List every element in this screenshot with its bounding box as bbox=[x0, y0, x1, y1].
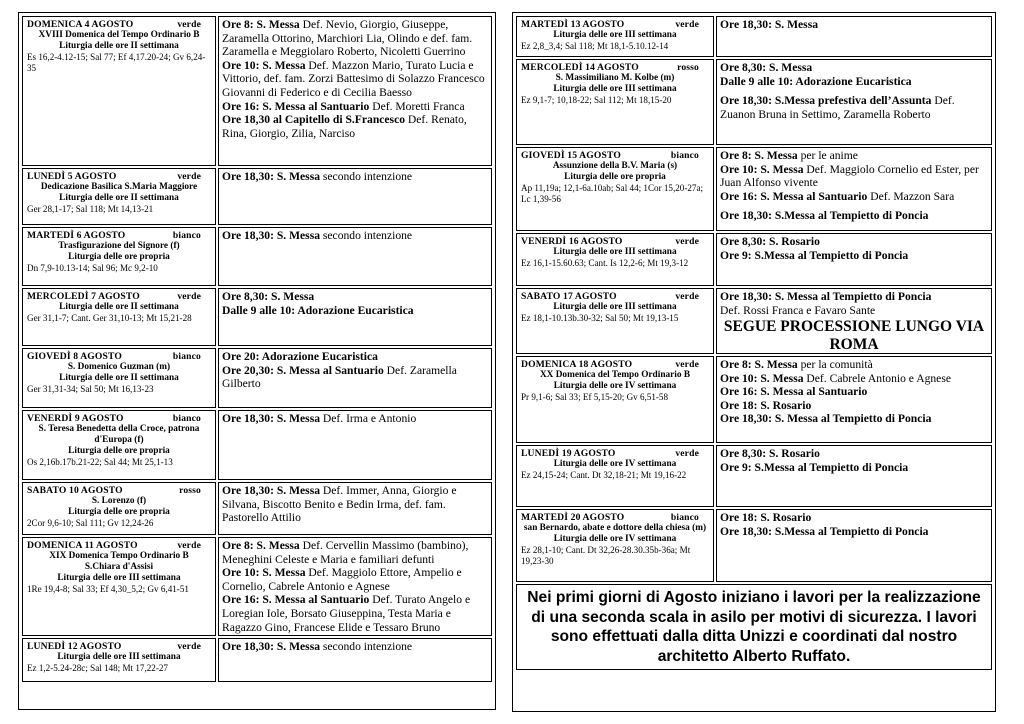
day-header bbox=[27, 19, 211, 30]
mass-entry bbox=[720, 447, 988, 461]
mass-intention: Def. Rossi Franca e Favaro Sante bbox=[720, 303, 876, 317]
day-header bbox=[27, 171, 211, 182]
day-header bbox=[521, 236, 709, 247]
mass-cell bbox=[218, 410, 492, 480]
mass-time: Ore 10: S. Messa bbox=[720, 162, 804, 176]
liturgy-line: Liturgia delle ore II settimana bbox=[59, 193, 179, 203]
day-name: DOMENICA 11 AGOSTO bbox=[27, 540, 138, 551]
readings: Ez 2,8_3,4; Sal 118; Mt 18,1-5.10.12-14 bbox=[521, 41, 669, 51]
mass-cell bbox=[716, 356, 992, 443]
mass-intention: Def. Cervellin Massimo (bambino), Meneghini Celeste e Maria e familiari defunti bbox=[222, 539, 469, 566]
mass-entry bbox=[720, 399, 988, 413]
mass-entry bbox=[222, 304, 488, 318]
day-name: MARTEDÌ 6 AGOSTO bbox=[27, 230, 126, 241]
mass-entry bbox=[222, 350, 488, 364]
liturgical-color: verde bbox=[675, 359, 699, 370]
mass-cell bbox=[218, 168, 492, 225]
mass-time: Ore 10: S. Messa bbox=[222, 58, 306, 72]
day-row bbox=[516, 509, 992, 582]
mass-time: Ore 18,30: S. Messa bbox=[720, 18, 818, 31]
liturgy-line: Assunzione della B.V. Maria (s) bbox=[552, 161, 678, 171]
mass-intention: secondo intenzione bbox=[320, 229, 413, 242]
liturgy-line: Liturgia delle ore III settimana bbox=[57, 652, 181, 662]
liturgy-line: Liturgia delle ore II settimana bbox=[59, 41, 179, 51]
day-row bbox=[516, 59, 992, 145]
mass-entry bbox=[720, 461, 988, 475]
mass-entry bbox=[720, 412, 988, 426]
readings: Ez 16,1-15.60.63; Cant. Is 12,2-6; Mt 19,3-12 bbox=[521, 258, 689, 268]
mass-time: Ore 16: S. Messa al Santuario bbox=[720, 385, 868, 399]
day-row bbox=[22, 227, 492, 286]
day-name: VENERDÌ 16 AGOSTO bbox=[521, 236, 623, 247]
liturgical-color: bianco bbox=[670, 512, 699, 523]
liturgical-color: verde bbox=[177, 540, 201, 551]
readings: Ap 11,19a; 12,1-6a.10ab; Sal 44; 1Cor 15,20-27a; Lc 1,39-56 bbox=[521, 183, 704, 204]
liturgy-line: XVIII Domenica del Tempo Ordinario B bbox=[38, 30, 200, 40]
mass-entry bbox=[222, 100, 488, 114]
liturgy-line: Dedicazione Basilica S.Maria Maggiore bbox=[40, 182, 198, 192]
day-cell bbox=[516, 445, 714, 507]
mass-entry bbox=[222, 566, 488, 593]
readings: Es 16,2-4.12-15; Sal 77; Ef 4,17.20-24; Gv 6,24-35 bbox=[27, 52, 206, 73]
liturgy-line: Liturgia delle ore II settimana bbox=[59, 302, 179, 312]
mass-time: Ore 8,30: S. Rosario bbox=[720, 235, 820, 248]
day-row bbox=[516, 16, 992, 57]
day-cell bbox=[516, 233, 714, 286]
mass-time: Ore 18: S. Rosario bbox=[720, 511, 812, 524]
mass-time: Ore 16: S. Messa al Santuario bbox=[720, 189, 868, 203]
day-row bbox=[516, 147, 992, 231]
day-row bbox=[516, 445, 992, 507]
day-row bbox=[22, 482, 492, 535]
liturgy-line: S. Massimiliano M. Kolbe (m) bbox=[555, 73, 675, 83]
mass-intention: Def. Nevio, Giorgio, Giuseppe, Zaramella Ottorino, Marchiori Lia, Olindo e def. fam. Zaramella e Meggiolaro Roberto, Nicoletti Guerrino bbox=[222, 18, 473, 59]
mass-entry bbox=[720, 249, 988, 263]
readings: 2Cor 9,6-10; Sal 111; Gv 12,24-26 bbox=[27, 518, 154, 528]
day-name: MARTEDÌ 13 AGOSTO bbox=[521, 19, 625, 30]
liturgy-line: Liturgia delle ore III settimana bbox=[57, 573, 181, 583]
liturgy-line: S.Chiara d'Assisi bbox=[84, 562, 154, 572]
liturgical-color: verde bbox=[675, 19, 699, 30]
mass-cell bbox=[716, 16, 992, 57]
mass-intention: secondo intenzione bbox=[320, 170, 413, 183]
liturgical-color: verde bbox=[177, 641, 201, 652]
liturgy-line: Liturgia delle ore propria bbox=[68, 446, 170, 456]
day-name: VENERDÌ 9 AGOSTO bbox=[27, 413, 124, 424]
notice-text: Nei primi giorni di Agosto iniziano i lavori per la realizzazione di una seconda scala in asilo per motivi di sicurezza. I lavori sono effettuati dalla ditta Unizzi e coordinati dal nostro architetto Alberto Ruffato. bbox=[527, 589, 981, 665]
mass-entry bbox=[222, 364, 488, 391]
day-name: LUNEDÌ 12 AGOSTO bbox=[27, 641, 122, 652]
mass-entry bbox=[720, 358, 988, 372]
day-row bbox=[22, 537, 492, 636]
mass-time: Ore 9: S.Messa al Tempietto di Poncia bbox=[720, 460, 909, 474]
mass-time: Ore 18,30: S. Messa bbox=[222, 412, 320, 425]
liturgy-line: Liturgia delle ore III settimana bbox=[553, 30, 677, 40]
readings: Ger 31,31-34; Sal 50; Mt 16,13-23 bbox=[27, 384, 154, 394]
mass-time: Ore 16: S. Messa al Santuario bbox=[222, 593, 370, 607]
mass-time: Ore 18,30: S. Messa bbox=[222, 484, 320, 497]
day-header bbox=[521, 62, 709, 73]
day-cell bbox=[22, 288, 216, 346]
mass-intention: Def. Cabrele Antonio e Agnese bbox=[803, 371, 951, 385]
mass-entry bbox=[720, 75, 988, 89]
liturgy-line: Liturgia delle ore IV settimana bbox=[553, 459, 677, 469]
mass-intention: Def. Turato Angelo e Loregian Iole, Borsato Giuseppina, Testa Maria e Ragazzo Gino, Francese Elide e Tessaro Bruno bbox=[222, 593, 471, 634]
day-header bbox=[27, 230, 211, 241]
mass-entry bbox=[720, 203, 988, 223]
day-name: SABATO 10 AGOSTO bbox=[27, 485, 123, 496]
mass-entry bbox=[720, 290, 988, 304]
day-row bbox=[22, 168, 492, 225]
day-cell bbox=[22, 537, 216, 636]
day-header bbox=[521, 150, 709, 161]
day-cell bbox=[22, 638, 216, 682]
day-header bbox=[27, 485, 211, 496]
mass-entry bbox=[222, 484, 488, 525]
day-cell bbox=[22, 227, 216, 286]
mass-time: Ore 8: S. Messa bbox=[222, 539, 300, 552]
day-name: GIOVEDÌ 8 AGOSTO bbox=[27, 351, 122, 362]
mass-intention: Def. Zuanon Bruna in Settimo, Zaramella Roberto bbox=[720, 94, 955, 121]
day-name: SABATO 17 AGOSTO bbox=[521, 291, 617, 302]
mass-time: Ore 10: S. Messa bbox=[720, 371, 804, 385]
mass-intention: Def. Maggiolo Cornelio ed Ester, per Juan Alfonso vivente bbox=[720, 162, 979, 190]
liturgy-line: Liturgia delle ore IV settimana bbox=[553, 534, 677, 544]
mass-time: Dalle 9 alle 10: Adorazione Eucaristica bbox=[720, 74, 912, 88]
day-cell bbox=[22, 348, 216, 408]
liturgical-color: bianco bbox=[172, 413, 201, 424]
liturgy-line: san Bernardo, abate e dottore della chiesa (m) bbox=[523, 523, 707, 533]
mass-cell bbox=[218, 537, 492, 636]
mass-cell bbox=[218, 638, 492, 682]
mass-intention: Def. Moretti Franca bbox=[369, 99, 465, 113]
mass-time: Ore 20,30: S. Messa al Santuario bbox=[222, 363, 384, 377]
readings: Pr 9,1-6; Sal 33; Ef 5,15-20; Gv 6,51-58 bbox=[521, 392, 669, 402]
liturgy-line: Liturgia delle ore III settimana bbox=[553, 84, 677, 94]
day-row bbox=[516, 356, 992, 443]
liturgy-line: Liturgia delle ore III settimana bbox=[553, 247, 677, 257]
mass-entry bbox=[222, 18, 488, 59]
mass-cell bbox=[716, 288, 992, 354]
mass-entry bbox=[222, 59, 488, 100]
readings: 1Re 19,4-8; Sal 33; Ef 4,30_5,2; Gv 6,41-51 bbox=[27, 584, 189, 594]
day-cell bbox=[516, 147, 714, 231]
mass-cell bbox=[218, 227, 492, 286]
day-header bbox=[521, 19, 709, 30]
liturgical-color: verde bbox=[177, 19, 201, 30]
mass-time: Ore 18,30: S. Messa al Tempietto di Poncia bbox=[720, 412, 932, 426]
readings: Ez 24,15-24; Cant. Dt 32,18-21; Mt 19,16-22 bbox=[521, 470, 687, 480]
liturgical-color: verde bbox=[675, 291, 699, 302]
mass-time: Ore 8: S. Messa bbox=[720, 149, 798, 162]
liturgy-line: Liturgia delle ore II settimana bbox=[59, 373, 179, 383]
liturgical-color: verde bbox=[675, 448, 699, 459]
mass-time: Ore 16: S. Messa al Santuario bbox=[222, 99, 370, 113]
day-name: DOMENICA 4 AGOSTO bbox=[27, 19, 134, 30]
day-cell bbox=[516, 59, 714, 145]
day-cell bbox=[516, 16, 714, 57]
liturgy-line: S. Domenico Guzman (m) bbox=[67, 362, 171, 372]
mass-time: Dalle 9 alle 10: Adorazione Eucaristica bbox=[222, 303, 414, 317]
mass-time: Ore 18,30: S. Messa bbox=[222, 229, 320, 242]
mass-time: Ore 18,30: S.Messa al Tempietto di Poncia bbox=[720, 524, 929, 538]
day-name: LUNEDÌ 19 AGOSTO bbox=[521, 448, 616, 459]
day-header bbox=[27, 540, 211, 551]
mass-intention: Def. Immer, Anna, Giorgio e Silvana, Biscotto Benito e Bedin Irma, def. fam. Pastorello Attilio bbox=[222, 484, 457, 525]
liturgy-line: Liturgia delle ore propria bbox=[68, 252, 170, 262]
mass-cell bbox=[218, 482, 492, 535]
mass-cell bbox=[218, 16, 492, 166]
day-header bbox=[521, 291, 709, 302]
day-row bbox=[516, 233, 992, 286]
liturgical-color: bianco bbox=[670, 150, 699, 161]
day-row bbox=[22, 410, 492, 480]
readings: Ger 31,1-7; Cant. Ger 31,10-13; Mt 15,21-28 bbox=[27, 313, 192, 323]
mass-entry bbox=[720, 304, 988, 318]
mass-time: Ore 8: S. Messa bbox=[222, 18, 300, 31]
liturgy-line: Liturgia delle ore III settimana bbox=[553, 302, 677, 312]
liturgical-color: verde bbox=[177, 291, 201, 302]
day-row bbox=[22, 16, 492, 166]
day-header bbox=[27, 641, 211, 652]
liturgical-color: verde bbox=[675, 236, 699, 247]
mass-intention: Def. Mazzon Sara bbox=[867, 189, 955, 203]
day-cell bbox=[516, 509, 714, 582]
liturgy-line: XX Domenica del Tempo Ordinario B bbox=[539, 370, 691, 380]
mass-time: Ore 8,30: S. Rosario bbox=[720, 447, 820, 460]
day-cell bbox=[22, 16, 216, 166]
readings: Ez 28,1-10; Cant. Dt 32,26-28.30.35b-36a; Mt 19,23-30 bbox=[521, 545, 691, 566]
mass-cell bbox=[716, 147, 992, 231]
mass-time: Ore 8,30: S. Messa bbox=[222, 290, 315, 303]
mass-entry bbox=[720, 18, 988, 32]
day-header bbox=[521, 359, 709, 370]
mass-entry bbox=[222, 229, 488, 243]
day-header bbox=[27, 413, 211, 424]
mass-cell bbox=[218, 288, 492, 346]
readings: Dn 7,9-10.13-14; Sal 96; Mc 9,2-10 bbox=[27, 263, 158, 273]
liturgy-line: S. Lorenzo (f) bbox=[91, 496, 147, 506]
mass-intention: Def. Irma e Antonio bbox=[320, 412, 417, 425]
mass-entry bbox=[222, 640, 488, 654]
mass-entry bbox=[720, 61, 988, 75]
mass-intention: Def. Maggiolo Ettore, Ampelio e Cornelio, Cabrele Antonio e Agnese bbox=[222, 566, 462, 593]
day-header bbox=[27, 351, 211, 362]
day-cell bbox=[516, 288, 714, 354]
mass-entry bbox=[222, 113, 488, 140]
mass-cell bbox=[716, 509, 992, 582]
mass-intention: Def. Zaramella Gilberto bbox=[222, 363, 457, 391]
mass-time: Ore 18,30: S. Messa al Tempietto di Poncia bbox=[720, 290, 932, 303]
readings: Ez 9,1-7; 10,18-22; Sal 112; Mt 18,15-20 bbox=[521, 95, 672, 105]
mass-entry bbox=[720, 525, 988, 539]
liturgical-color: verde bbox=[177, 171, 201, 182]
mass-entry bbox=[222, 593, 488, 634]
mass-cell bbox=[716, 59, 992, 145]
procession-announcement: SEGUE PROCESSIONE LUNGO VIA ROMA bbox=[723, 318, 985, 354]
mass-time: Ore 8: S. Messa bbox=[720, 358, 798, 371]
mass-entry bbox=[222, 412, 488, 426]
liturgical-color: rosso bbox=[677, 62, 699, 73]
left-column bbox=[18, 12, 496, 710]
right-column bbox=[512, 12, 996, 712]
mass-entry bbox=[720, 88, 988, 121]
mass-time: Ore 18,30: S.Messa prefestiva dell’Assunta bbox=[720, 94, 932, 108]
mass-time: Ore 8,30: S. Messa bbox=[720, 61, 813, 74]
liturgical-color: bianco bbox=[172, 230, 201, 241]
day-row bbox=[22, 638, 492, 682]
mass-time: Ore 18,30: S.Messa al Tempietto di Poncia bbox=[720, 209, 929, 223]
mass-entry bbox=[720, 385, 988, 399]
readings: Ger 28,1-17; Sal 118; Mt 14,13-21 bbox=[27, 204, 154, 214]
liturgy-line: Trasfigurazione del Signore (f) bbox=[58, 241, 180, 251]
liturgy-line: S. Teresa Benedetta della Croce, patrona d'Europa (f) bbox=[38, 424, 200, 445]
day-name: GIOVEDÌ 15 AGOSTO bbox=[521, 150, 621, 161]
day-name: DOMENICA 18 AGOSTO bbox=[521, 359, 633, 370]
mass-time: Ore 20: Adorazione Eucaristica bbox=[222, 350, 378, 363]
mass-intention: Def. Renato, Rina, Giorgio, Zilia, Narciso bbox=[222, 113, 467, 140]
mass-time: Ore 18,30: S. Messa bbox=[222, 640, 320, 653]
liturgy-line: Liturgia delle ore propria bbox=[564, 172, 666, 182]
mass-entry bbox=[720, 511, 988, 525]
liturgy-line: XIX Domenica Tempo Ordinario B bbox=[49, 551, 189, 561]
day-row bbox=[22, 288, 492, 346]
mass-entry bbox=[720, 149, 988, 163]
mass-cell bbox=[716, 233, 992, 286]
readings: Ez 1,2-5.24-28c; Sal 148; Mt 17,22-27 bbox=[27, 663, 168, 673]
mass-entry bbox=[222, 170, 488, 184]
day-cell bbox=[516, 356, 714, 443]
mass-entry bbox=[720, 190, 988, 204]
liturgical-color: rosso bbox=[179, 485, 201, 496]
day-name: MERCOLEDÌ 14 AGOSTO bbox=[521, 62, 639, 73]
day-name: MARTEDÌ 20 AGOSTO bbox=[521, 512, 625, 523]
mass-time: Ore 9: S.Messa al Tempietto di Poncia bbox=[720, 248, 909, 262]
day-cell bbox=[22, 482, 216, 535]
liturgy-line: Liturgia delle ore propria bbox=[68, 507, 170, 517]
mass-time: Ore 10: S. Messa bbox=[222, 566, 306, 580]
mass-entry bbox=[720, 372, 988, 386]
day-row bbox=[516, 288, 992, 354]
mass-time: Ore 18: S. Rosario bbox=[720, 398, 812, 412]
liturgy-line: Liturgia delle ore IV settimana bbox=[553, 381, 677, 391]
mass-intention: per la comunità bbox=[797, 358, 873, 371]
mass-entry bbox=[720, 163, 988, 190]
mass-cell bbox=[716, 445, 992, 507]
mass-intention: per le anime bbox=[797, 149, 858, 162]
day-header bbox=[27, 291, 211, 302]
mass-entry bbox=[222, 539, 488, 566]
liturgical-color: bianco bbox=[172, 351, 201, 362]
mass-cell bbox=[218, 348, 492, 408]
mass-intention: secondo intenzione bbox=[320, 640, 413, 653]
mass-time: Ore 18,30 al Capitello di S.Francesco bbox=[222, 113, 406, 127]
day-cell bbox=[22, 168, 216, 225]
readings: Ez 18,1-10.13b.30-32; Sal 50; Mt 19,13-15 bbox=[521, 313, 679, 323]
notice-box bbox=[516, 584, 992, 670]
mass-intention: Def. Mazzon Mario, Turato Lucia e Vittorio, def. fam. Zorzi Battesimo di Solazzo Francesco Giovanni di Federico e di Cecilia Baesso bbox=[222, 58, 485, 99]
day-name: MERCOLEDÌ 7 AGOSTO bbox=[27, 291, 140, 302]
day-name: LUNEDÌ 5 AGOSTO bbox=[27, 171, 117, 182]
day-header bbox=[521, 448, 709, 459]
mass-time: Ore 18,30: S. Messa bbox=[222, 170, 320, 183]
readings: Os 2,16b.17b.21-22; Sal 44; Mt 25,1-13 bbox=[27, 457, 173, 467]
day-header bbox=[521, 512, 709, 523]
mass-entry bbox=[222, 290, 488, 304]
day-cell bbox=[22, 410, 216, 480]
mass-entry bbox=[720, 235, 988, 249]
day-row bbox=[22, 348, 492, 408]
